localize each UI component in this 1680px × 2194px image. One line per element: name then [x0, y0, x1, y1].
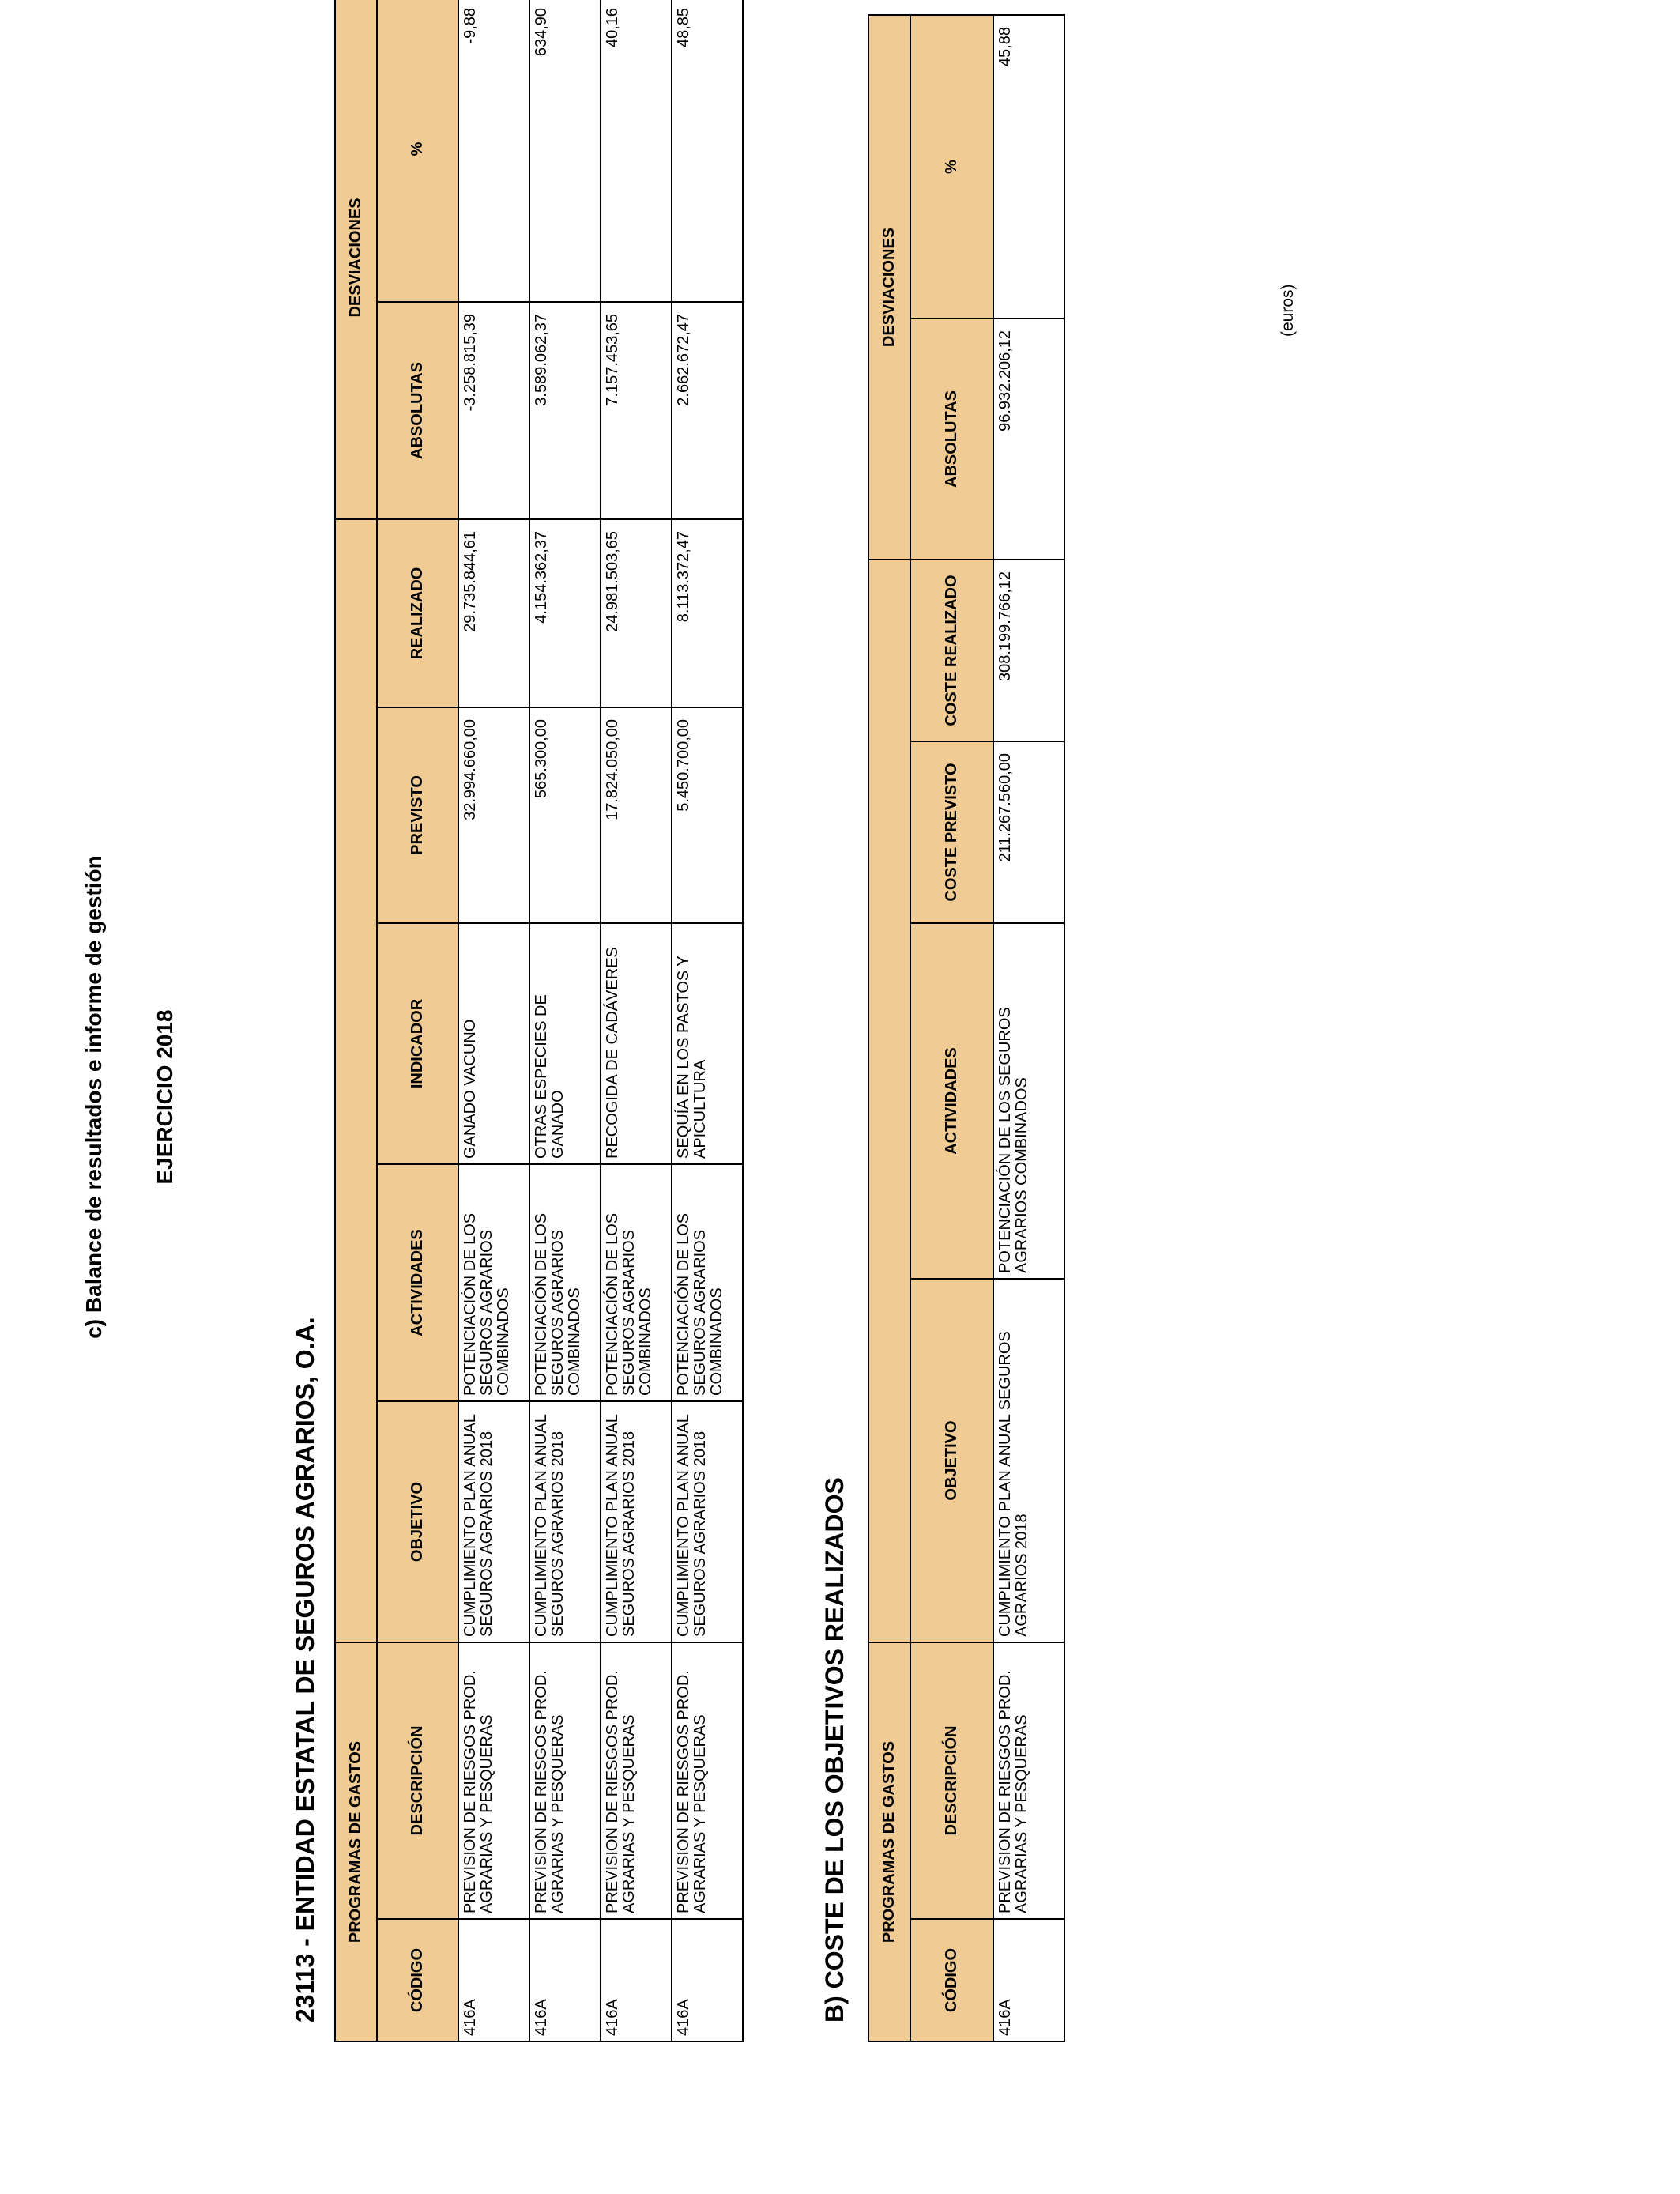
cell-codigo: 416A	[458, 1919, 529, 2041]
cell-realizado: 29.735.844,61	[458, 519, 529, 707]
group-header-programas: PROGRAMAS DE GASTOS	[335, 1642, 377, 2041]
header-absolutas: ABSOLUTAS	[377, 302, 458, 519]
table-row	[458, 0, 529, 2041]
cell-objetivo: CUMPLIMIENTO PLAN ANUAL SEGUROS AGRARIOS 2018	[993, 1279, 1064, 1642]
cell-pct: 634,90	[529, 0, 601, 302]
cell-absolutas: 3.589.062,37	[529, 302, 601, 519]
cell-codigo: 416A	[993, 1919, 1064, 2041]
header-codigo: CÓDIGO	[377, 1919, 458, 2041]
cell-coste-realizado: 308.199.766,12	[993, 560, 1064, 741]
cell-realizado: 4.154.362,37	[529, 519, 601, 707]
cell-actividades: POTENCIACIÓN DE LOS SEGUROS AGRARIOS COMBINADOS	[601, 1164, 672, 1401]
header-previsto: PREVISTO	[377, 707, 458, 923]
cell-actividades: POTENCIACIÓN DE LOS SEGUROS AGRARIOS COMBINADOS	[458, 1164, 529, 1401]
cell-realizado: 24.981.503,65	[601, 519, 672, 707]
cell-pct: 45,88	[993, 15, 1064, 319]
cell-objetivo: CUMPLIMIENTO PLAN ANUAL SEGUROS AGRARIOS 2018	[601, 1401, 672, 1642]
section-title: c) Balance de resultados e informe de gestión	[81, 855, 106, 1339]
cell-previsto: 5.450.700,00	[672, 707, 743, 923]
objectives-cost-table	[868, 14, 1065, 2042]
table-row	[672, 0, 743, 2041]
cell-previsto: 17.824.050,00	[601, 707, 672, 923]
cell-descripcion: PREVISION DE RIESGOS PROD. AGRARIAS Y PESQUERAS	[529, 1642, 601, 1919]
cell-descripcion: PREVISION DE RIESGOS PROD. AGRARIAS Y PESQUERAS	[601, 1642, 672, 1919]
group-header-empty	[868, 560, 910, 1642]
header-objetivo: OBJETIVO	[377, 1401, 458, 1642]
table-row	[529, 0, 601, 2041]
group-header-desviaciones: DESVIACIONES	[335, 0, 377, 519]
cell-actividades: POTENCIACIÓN DE LOS SEGUROS AGRARIOS COMBINADOS	[993, 923, 1064, 1279]
cell-codigo: 416A	[529, 1919, 601, 2041]
cell-descripcion: PREVISION DE RIESGOS PROD. AGRARIAS Y PESQUERAS	[993, 1642, 1064, 1919]
cell-pct: -9,88	[458, 0, 529, 302]
table-group-header-row	[335, 0, 377, 2041]
entity-title: 23113 - ENTIDAD ESTATAL DE SEGUROS AGRARIOS, O.A.	[291, 1317, 319, 2022]
cell-previsto: 32.994.660,00	[458, 707, 529, 923]
cell-absolutas: 2.662.672,47	[672, 302, 743, 519]
cell-actividades: POTENCIACIÓN DE LOS SEGUROS AGRARIOS COMBINADOS	[672, 1164, 743, 1401]
header-actividades: ACTIVIDADES	[377, 1164, 458, 1401]
cell-pct: 48,85	[672, 0, 743, 302]
results-balance-table	[334, 0, 744, 2042]
cell-descripcion: PREVISION DE RIESGOS PROD. AGRARIAS Y PESQUERAS	[672, 1642, 743, 1919]
header-codigo: CÓDIGO	[910, 1919, 993, 2041]
cell-absolutas: 7.157.453,65	[601, 302, 672, 519]
cell-codigo: 416A	[601, 1919, 672, 2041]
cell-indicador: SEQUÍA EN LOS PASTOS Y APICULTURA	[672, 923, 743, 1164]
cell-absolutas: -3.258.815,39	[458, 302, 529, 519]
cell-coste-previsto: 211.267.560,00	[993, 741, 1064, 923]
cell-descripcion: PREVISION DE RIESGOS PROD. AGRARIAS Y PESQUERAS	[458, 1642, 529, 1919]
cell-indicador: RECOGIDA DE CADÁVERES	[601, 923, 672, 1164]
currency-unit: (euros)	[1279, 284, 1297, 337]
header-actividades: ACTIVIDADES	[910, 923, 993, 1279]
header-descripcion: DESCRIPCIÓN	[377, 1642, 458, 1919]
table-row	[601, 0, 672, 2041]
table-header-row	[910, 15, 993, 2041]
cell-previsto: 565.300,00	[529, 707, 601, 923]
cell-indicador: GANADO VACUNO	[458, 923, 529, 1164]
table-header-row	[377, 0, 458, 2041]
cell-actividades: POTENCIACIÓN DE LOS SEGUROS AGRARIOS COMBINADOS	[529, 1164, 601, 1401]
header-indicador: INDICADOR	[377, 923, 458, 1164]
header-objetivo: OBJETIVO	[910, 1279, 993, 1642]
cell-pct: 40,16	[601, 0, 672, 302]
cell-indicador: OTRAS ESPECIES DE GANADO	[529, 923, 601, 1164]
section-b-title: B) COSTE DE LOS OBJETIVOS REALIZADOS	[820, 1477, 849, 2022]
header-coste-previsto: COSTE PREVISTO	[910, 741, 993, 923]
cell-absolutas: 96.932.206,12	[993, 319, 1064, 560]
table-group-header-row	[868, 15, 910, 2041]
group-header-desviaciones: DESVIACIONES	[868, 15, 910, 560]
cell-objetivo: CUMPLIMIENTO PLAN ANUAL SEGUROS AGRARIOS 2018	[529, 1401, 601, 1642]
header-pct: %	[910, 15, 993, 319]
cell-codigo: 416A	[672, 1919, 743, 2041]
header-pct: %	[377, 0, 458, 302]
header-absolutas: ABSOLUTAS	[910, 319, 993, 560]
header-coste-realizado: COSTE REALIZADO	[910, 560, 993, 741]
exercise-title: EJERCICIO 2018	[153, 1009, 177, 1185]
cell-objetivo: CUMPLIMIENTO PLAN ANUAL SEGUROS AGRARIOS 2018	[458, 1401, 529, 1642]
header-realizado: REALIZADO	[377, 519, 458, 707]
cell-objetivo: CUMPLIMIENTO PLAN ANUAL SEGUROS AGRARIOS 2018	[672, 1401, 743, 1642]
group-header-programas: PROGRAMAS DE GASTOS	[868, 1642, 910, 2041]
table-row	[993, 15, 1064, 2041]
header-descripcion: DESCRIPCIÓN	[910, 1642, 993, 1919]
group-header-empty	[335, 519, 377, 1642]
cell-realizado: 8.113.372,47	[672, 519, 743, 707]
